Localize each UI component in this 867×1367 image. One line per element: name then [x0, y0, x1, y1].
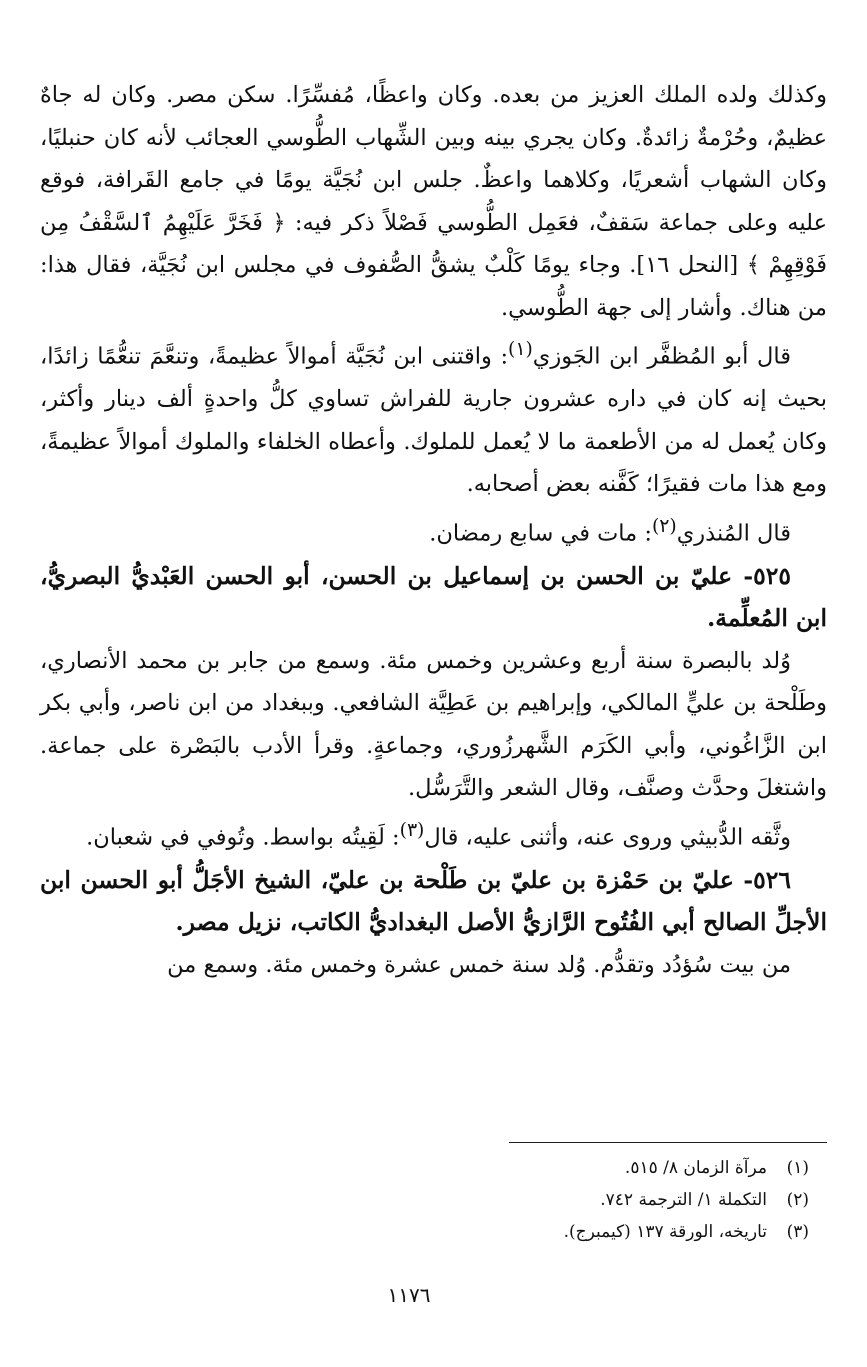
paragraph-almundhiri-quote: [40, 506, 827, 555]
footnotes: [40, 1152, 809, 1248]
footnote-ref-2: (٢): [651, 515, 677, 537]
footnote-text: مرآة الزمان ٨/ ٥١٥.: [624, 1158, 767, 1178]
paragraph-ibn-aljawzi-quote: [40, 329, 827, 506]
page-body: [40, 74, 827, 986]
footnote-divider: [509, 1142, 827, 1143]
footnote-3: [40, 1216, 809, 1248]
paragraph-entry-525-birth: وُلد بالبصرة سنة أربع وعشرين وخمس مئة. وسمع من جابر بن محمد الأنصاري، وطَلْحة بن عليٍّ المالكي، وإبراهيم بن عَطِيَّة الشافعي. وببغداد من ابن ناصر، وأبي بكر ابن الزَّاغُوني، وأبي الكَرَم الشَّهرزُوري، وجماعةٍ. وقرأ الأدب بالبَصْرة على جماعة. واشتغلَ وحدَّث وصنَّف، وقال الشعر والتَّرَسُّل.: [40, 647, 827, 801]
quote-text: : لَقِيتُه بواسط. وتُوفي في شعبان.: [86, 824, 400, 850]
entry-heading-526: ٥٢٦- عليّ بن حَمْزة بن عليّ بن طَلْحة بن عليّ، الشيخ الأجَلُّ أبو الحسن ابن الأجلِّ الصالح أبي الفُتُوح الرَّازيُّ الأصل البغداديُّ الكاتب، نزيل مصر.: [40, 865, 827, 936]
quote-attribution: وثَّقه الدُّبيثي وروى عنه، وأثنى عليه، قال: [424, 824, 791, 850]
footnote-text: التكملة ١/ الترجمة ٧٤٢.: [600, 1190, 767, 1210]
footnote-number: (٣): [786, 1222, 809, 1242]
footnote-number: (١): [786, 1158, 809, 1178]
quote-text: : واقتنى ابن نُجَيَّة أموالاً عظيمةً، وتنعَّمَ تنعُّمًا زائدًا، بحيث إنه كان في داره عشرون جارية للفراش تساوي كلُّ واحدةٍ ألف دينار وأكثر، وكان يُعمل له من الأطعمة ما لا يُعمل للملوك. وأعطاه الخلفاء والملوك أموالاً عظيمةً، ومع هذا مات فقيرًا؛ كَفَّنه بعض أصحابه.: [40, 343, 827, 497]
entry-heading-525: ٥٢٥- عليّ بن الحسن بن إسماعيل بن الحسن، أبو الحسن العَبْديُّ البصريُّ، ابن المُعلِّمة.: [40, 561, 827, 632]
footnote-2: [40, 1184, 809, 1216]
footnote-ref-1: (١): [508, 339, 533, 360]
paragraph-entry-525-death: [40, 810, 827, 859]
footnote-number: (٢): [786, 1190, 809, 1210]
page-number: ١١٧٦: [387, 1283, 431, 1307]
footnote-text: تاريخه، الورقة ١٣٧ (كيمبرج).: [563, 1222, 767, 1242]
paragraph-continuation: وكذلك ولده الملك العزيز من بعده. وكان واعظًا، مُفسِّرًا. سكن مصر. وكان له جاهٌ عظيمٌ، وحُرْمةٌ زائدةٌ. وكان يجري بينه وبين الشِّهاب الطُّوسي العجائب لأنه كان حنبليًا، وكان الشهاب أشعريًا، وكلاهما واعظٌ. جلس ابن نُجَيَّة يومًا في جامع القَرافة، فوقع عليه وعلى جماعة سَقفٌ، فعَمِل الطُّوسي فَصْلاً ذكر فيه: ﴿ فَخَرَّ عَلَيْهِمُ ٱلسَّقْفُ مِن فَوْقِهِمْ ﴾ [النحل ١٦]. وجاء يومًا كَلْبٌ يشقُّ الصُّفوف في مجلس ابن نُجَيَّة، فقال هذا: من هناك. وأشار إلى جهة الطُّوسي.: [40, 82, 828, 321]
paragraph-entry-526-start: من بيت سُؤدُد وتقدُّم. وُلد سنة خمس عشرة وخمس مئة. وسمع من: [167, 951, 791, 978]
quote-attribution: قال أبو المُظفَّر ابن الجَوزي: [532, 343, 791, 370]
quote-attribution: قال المُنذري: [676, 520, 791, 546]
quote-text: : مات في سابع رمضان.: [429, 520, 652, 546]
footnote-ref-3: (٣): [399, 819, 425, 841]
footnote-1: [40, 1152, 809, 1184]
